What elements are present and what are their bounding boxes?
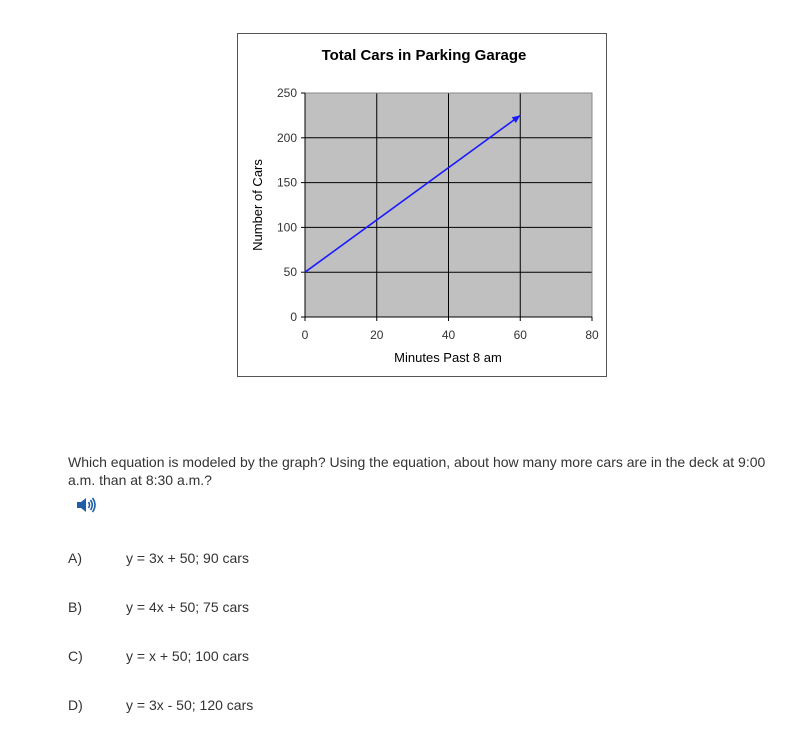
y-tick-label: 0 — [290, 310, 297, 324]
y-tick-label: 250 — [276, 86, 297, 100]
choice-letter: A) — [68, 550, 82, 566]
x-tick-label: 20 — [370, 328, 384, 342]
y-tick-label: 200 — [276, 130, 297, 145]
x-tick-label: 0 — [301, 328, 309, 342]
choice-text: y = 4x + 50; 75 cars — [126, 599, 249, 615]
x-axis-label: Minutes Past 8 am — [394, 350, 502, 365]
line-chart — [238, 34, 608, 378]
y-tick-label: 50 — [283, 265, 297, 280]
chart-title: Total Cars in Parking Garage — [321, 47, 527, 64]
choice-letter: B) — [68, 599, 82, 615]
choice-text: y = 3x - 50; 120 cars — [126, 697, 254, 713]
x-tick-label: 40 — [441, 328, 456, 342]
y-tick-label: 100 — [276, 220, 297, 235]
x-tick-label: 80 — [585, 328, 599, 342]
y-axis-label: Number of Cars — [250, 159, 265, 251]
choice-text: y = x + 50; 100 cars — [126, 648, 249, 664]
y-tick-label: 150 — [276, 175, 297, 190]
x-tick-label: 60 — [513, 328, 527, 342]
chart-frame — [237, 33, 607, 377]
choice-letter: C) — [68, 648, 83, 664]
speaker-icon[interactable] — [75, 496, 97, 514]
question-text: Which equation is modeled by the graph? Using the equation, about how many more cars are in the deck at 9:00 a.m. than at 8:30 a.m.? — [68, 454, 766, 488]
choice-text: y = 3x + 50; 90 cars — [126, 550, 249, 566]
choice-letter: D) — [68, 697, 83, 713]
